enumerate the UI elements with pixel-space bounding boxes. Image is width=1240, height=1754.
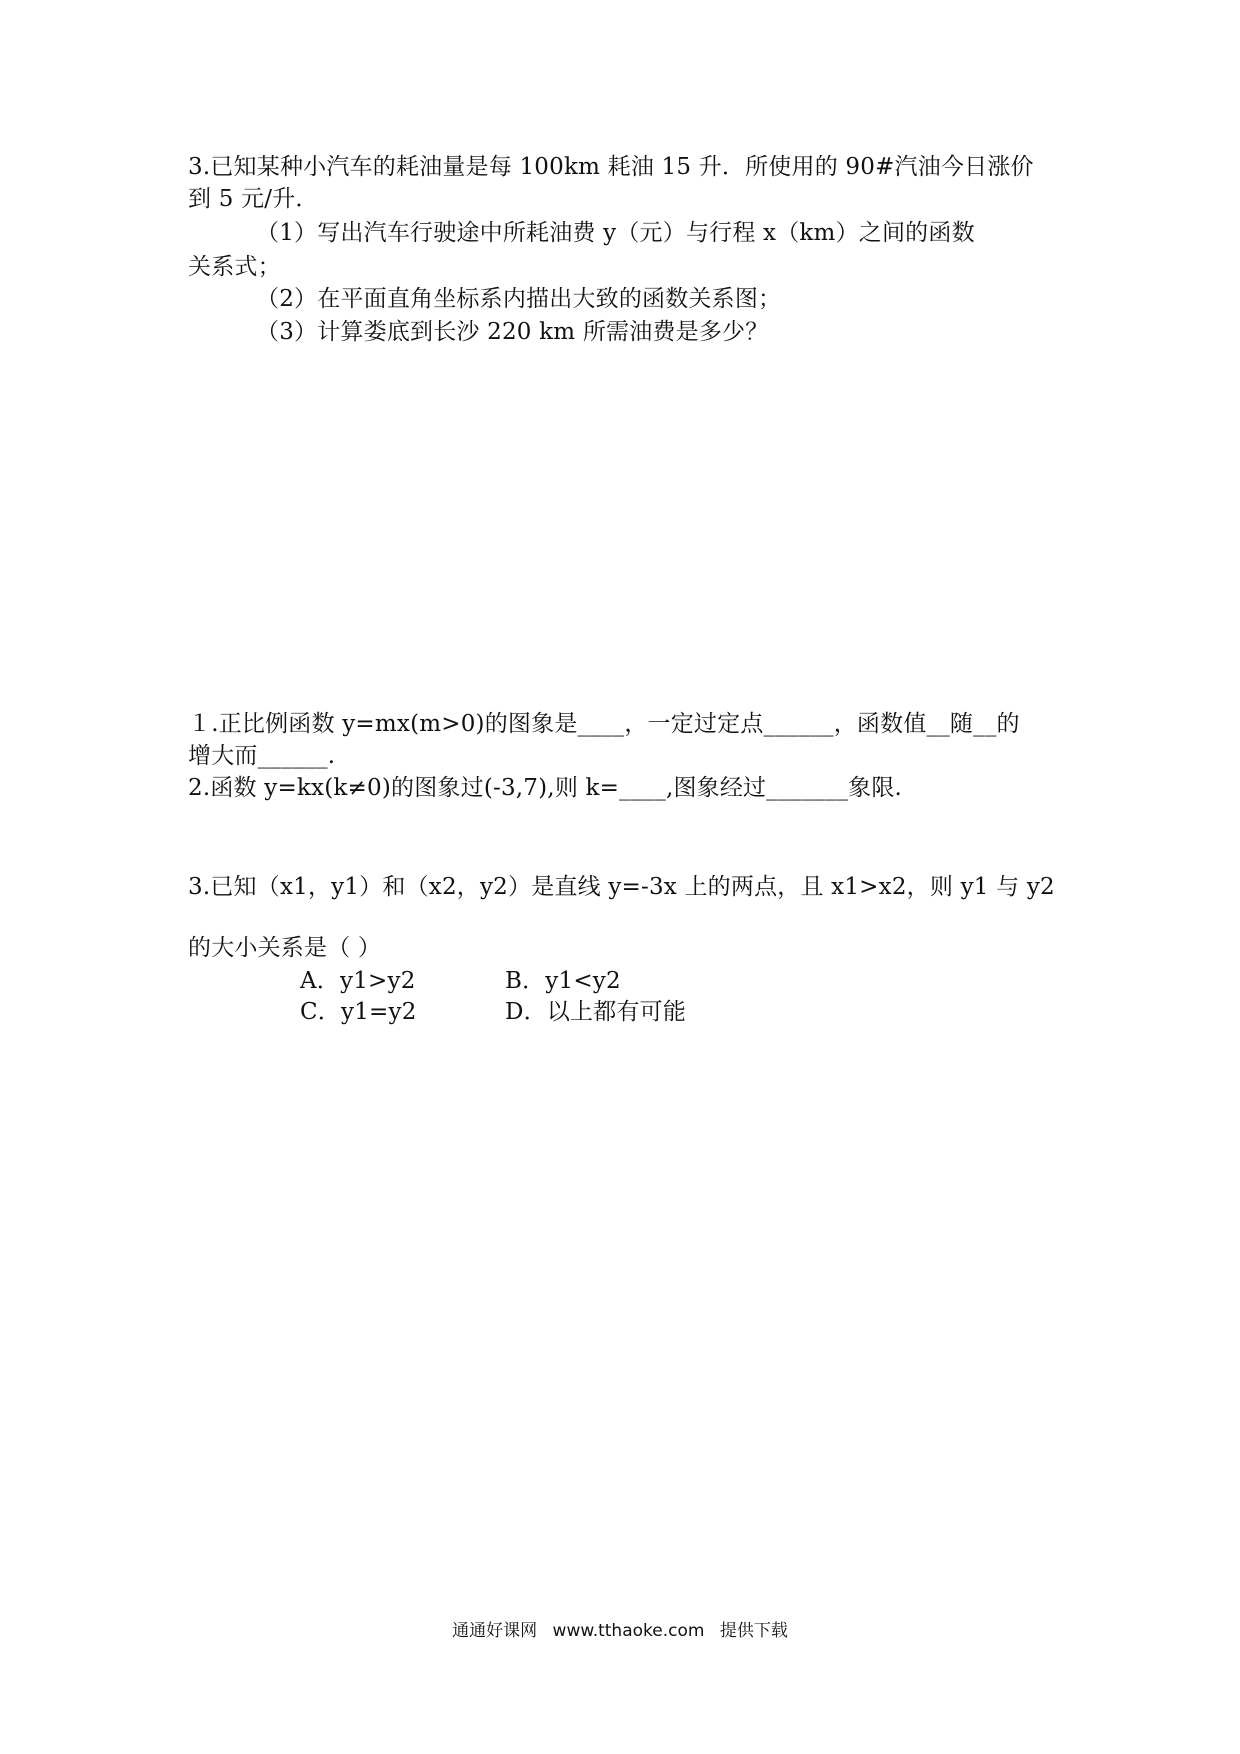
problem3-sub1-line2: 关系式； [188,254,281,280]
exercise3-line2: 的大小关系是（ ） [188,935,382,961]
option-d: D．以上都有可能 [505,999,687,1025]
problem3-line2: 到 5 元/升． [188,186,319,212]
option-a: A．y1>y2 [300,968,416,994]
problem3-sub1-line1: （1）写出汽车行驶途中所耗油费 y（元）与行程 x（km）之间的函数 [256,220,975,246]
problem3-line1: 3.已知某种小汽车的耗油量是每 100km 耗油 15 升．所使用的 90#汽油今日涨价 [188,154,1034,180]
exercise3-line1: 3.已知（x1，y1）和（x2，y2）是直线 y=-3x 上的两点，且 x1>x2，则 y1 与 y2 [188,874,1055,900]
page-footer [0,1619,1240,1643]
option-b: B．y1<y2 [505,968,621,994]
footer-suffix: 提供下载 [719,1621,788,1641]
problem3-sub2: （2）在平面直角坐标系内描出大致的函数关系图； [256,286,782,312]
exercise1-line1: １.正比例函数 y=mx(m>0)的图象是____，一定过定点______，函数值__随__的 [188,711,1020,737]
footer-site-name: 通通好课网 [452,1621,538,1641]
exercise1-line2: 增大而______. [188,743,336,769]
problem3-sub3: （3）计算娄底到长沙 220 km 所需油费是多少？ [256,319,769,345]
option-c: C．y1=y2 [300,999,417,1025]
footer-url[interactable]: www.tthaoke.com [552,1621,705,1641]
exercise2-line1: 2.函数 y=kx(k≠0)的图象过(-3,7),则 k=____,图象经过_______象限. [188,775,903,801]
